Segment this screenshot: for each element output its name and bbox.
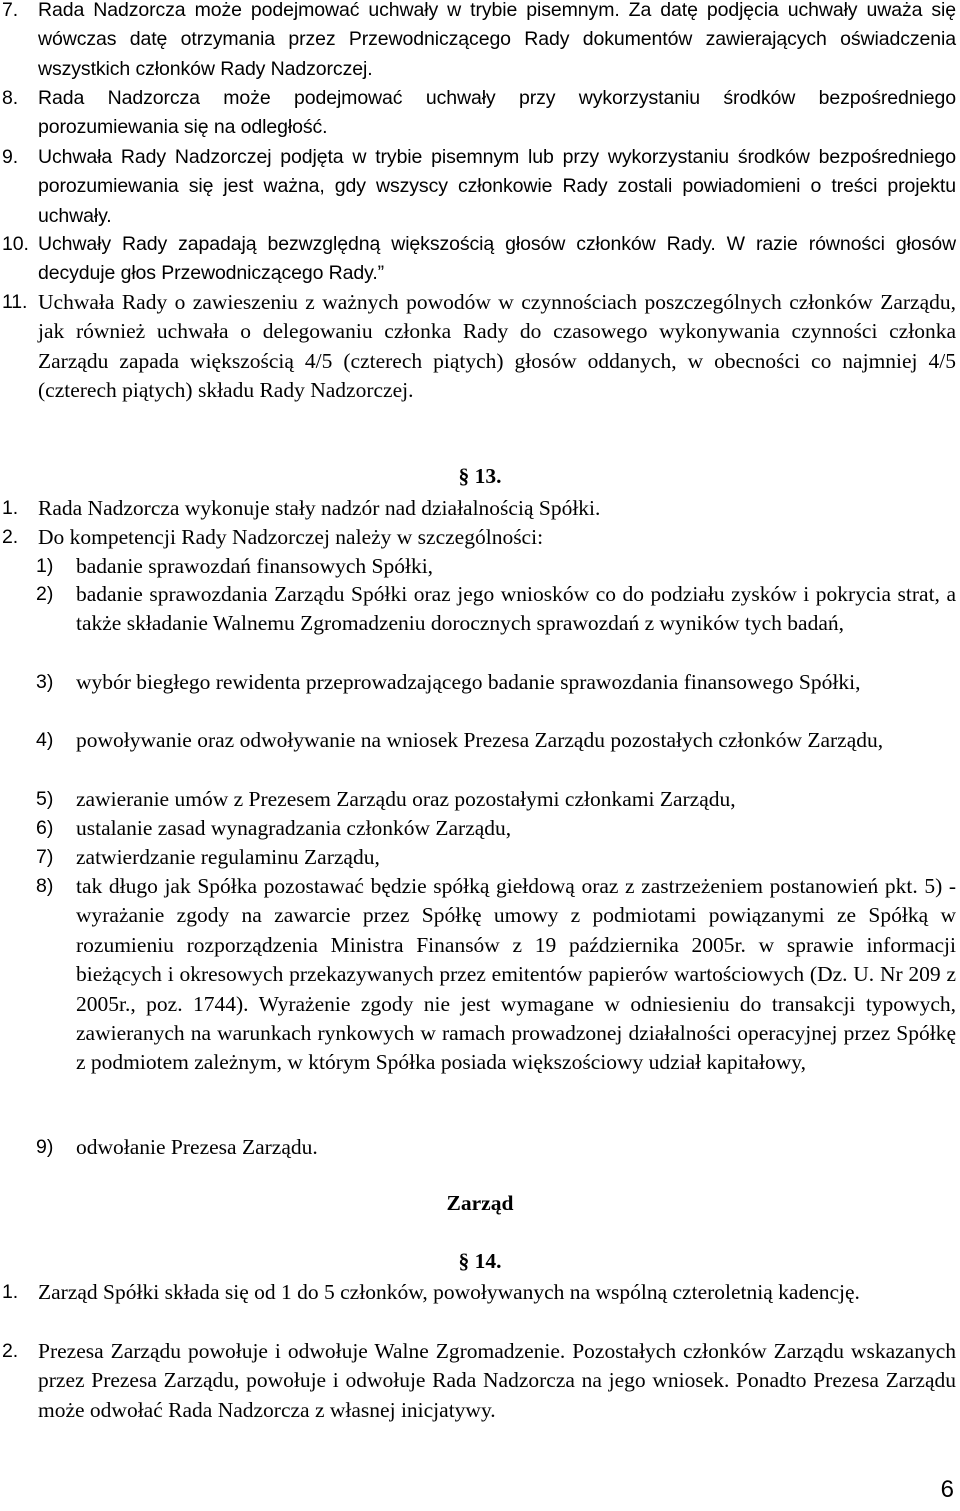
item-number: 11. [2,291,28,313]
section-heading-14: § 14. [458,1249,502,1273]
item-text: Rada Nadzorcza wykonuje stały nadzór nad działalnością Spółki. [38,496,601,520]
list-item-text: zawieranie umów z Prezesem Zarządu oraz pozostałymi członkami Zarządu, [76,787,736,811]
item-number: 8. [2,87,19,109]
item-text: Rada Nadzorcza może podejmować uchwały przy wykorzystaniu środków bezpośredniego porozumiewania się na odległość. [38,87,956,139]
list-item-number: 3) [36,671,54,693]
list-item-number: 4) [36,729,54,751]
section-heading-13: § 13. [458,464,502,488]
paragraph-12-7 [2,0,956,84]
list-item-number: 6) [36,817,54,839]
list-item [36,1133,956,1162]
list-item [36,814,956,843]
list-item-text: tak długo jak Spółka pozostawać będzie spółką giełdową oraz z zastrzeżeniem postanowień pkt. 5) - wyrażanie zgody na zawarcie przez Spółkę umowy z podmiotami powiązanymi ze Spółką w rozumieniu rozporządzenia Ministra Finansów z 19 października 2005r. w sprawie informacji bieżących i okresowych przekazywanych przez emitentów papierów wartościowych (Dz. U. Nr 209 z 2005r., poz. 1744). Wyrażenie zgody nie jest wymagane w odniesieniu do transakcji typowych, zawieranych na warunkach rynkowych w ramach prowadzonej działalności operacyjnej przez Spółkę z podmiotem zależnym, w którym Spółka posiada większościowy udział kapitałowy, [76,874,956,1075]
page-number: 6 [940,1476,954,1503]
list-item-number: 8) [36,875,54,897]
item-number: 9. [2,146,19,168]
paragraph-12-10 [2,230,956,289]
list-item-number: 1) [36,555,54,577]
item-text: Rada Nadzorcza może podejmować uchwały w trybie pisemnym. Za datę podjęcia uchwały uważa się wówczas datę otrzymania przez Przewodniczącego Rady dokumentów zawierających oświadczenia wszystkich członków Rady Nadzorczej. [38,0,956,80]
item-text: Zarząd Spółki składa się od 1 do 5 członków, powoływanych na wspólną czteroletnią kadencję. [38,1280,860,1304]
list-item-text: powoływanie oraz odwoływanie na wniosek Prezesa Zarządu pozostałych członków Zarządu, [76,728,884,752]
list-item-number: 9) [36,1136,54,1158]
paragraph-12-9 [2,143,956,231]
paragraph-13-2 [2,523,956,552]
chapter-heading-zarzad: Zarząd [446,1191,514,1215]
paragraph-14-1 [2,1278,956,1307]
list-item-text: badanie sprawozdania Zarządu Spółki oraz jego wniosków co do podziału zysków i pokrycia strat, a także składanie Walnemu Zgromadzeniu dorocznych sprawozdań z wyników tych badań, [76,582,956,636]
list-item-number: 2) [36,583,54,605]
list-item-text: wybór biegłego rewidenta przeprowadzającego badanie sprawozdania finansowego Spółki, [76,670,861,694]
list-item [36,726,956,755]
list-item-text: ustalanie zasad wynagradzania członków Zarządu, [76,816,512,840]
paragraph-13-1 [2,494,956,523]
list-item [36,552,956,581]
item-text: Uchwała Rady Nadzorczej podjęta w trybie pisemnym lub przy wykorzystaniu środków bezpośredniego porozumiewania się jest ważna, gdy wszyscy członkowie Rady zostali powiadomieni o treści projektu uchwały. [38,146,956,227]
item-number: 10. [2,233,29,255]
list-item-number: 7) [36,846,54,868]
list-item-text: odwołanie Prezesa Zarządu. [76,1135,318,1159]
list-item [36,580,956,639]
list-item-text: badanie sprawozdań finansowych Spółki, [76,554,434,578]
list-item [36,872,956,1078]
item-number: 2. [2,526,19,548]
item-text: Do kompetencji Rady Nadzorczej należy w szczególności: [38,525,544,549]
paragraph-12-8 [2,84,956,143]
list-item [36,843,956,872]
list-item-number: 5) [36,788,54,810]
list-item [36,785,956,814]
paragraph-12-11 [2,288,956,406]
item-number: 2. [2,1340,19,1362]
list-item [36,668,956,697]
paragraph-14-2 [2,1337,956,1425]
item-number: 1. [2,1281,19,1303]
item-number: 7. [2,0,19,21]
item-text: Uchwała Rady o zawieszeniu z ważnych powodów w czynnościach poszczególnych członków Zarządu, jak również uchwała o delegowaniu członka Rady do czasowego wykonywania czynności członka Zarządu zapada większością 4/5 (czterech piątych) głosów oddanych, w obecności co najmniej 4/5 (czterech piątych) składu Rady Nadzorczej. [38,290,956,403]
list-item-text: zatwierdzanie regulaminu Zarządu, [76,845,380,869]
item-text: Uchwały Rady zapadają bezwzględną większością głosów członków Rady. W razie równości głosów decyduje głos Przewodniczącego Rady.” [38,233,956,285]
item-number: 1. [2,497,19,519]
item-text: Prezesa Zarządu powołuje i odwołuje Walne Zgromadzenie. Pozostałych członków Zarządu wskazanych przez Prezesa Zarządu, powołuje i odwołuje Rada Nadzorcza na jego wniosek. Ponadto Prezesa Zarządu może odwołać Rada Nadzorcza z własnej inicjatywy. [38,1339,956,1422]
